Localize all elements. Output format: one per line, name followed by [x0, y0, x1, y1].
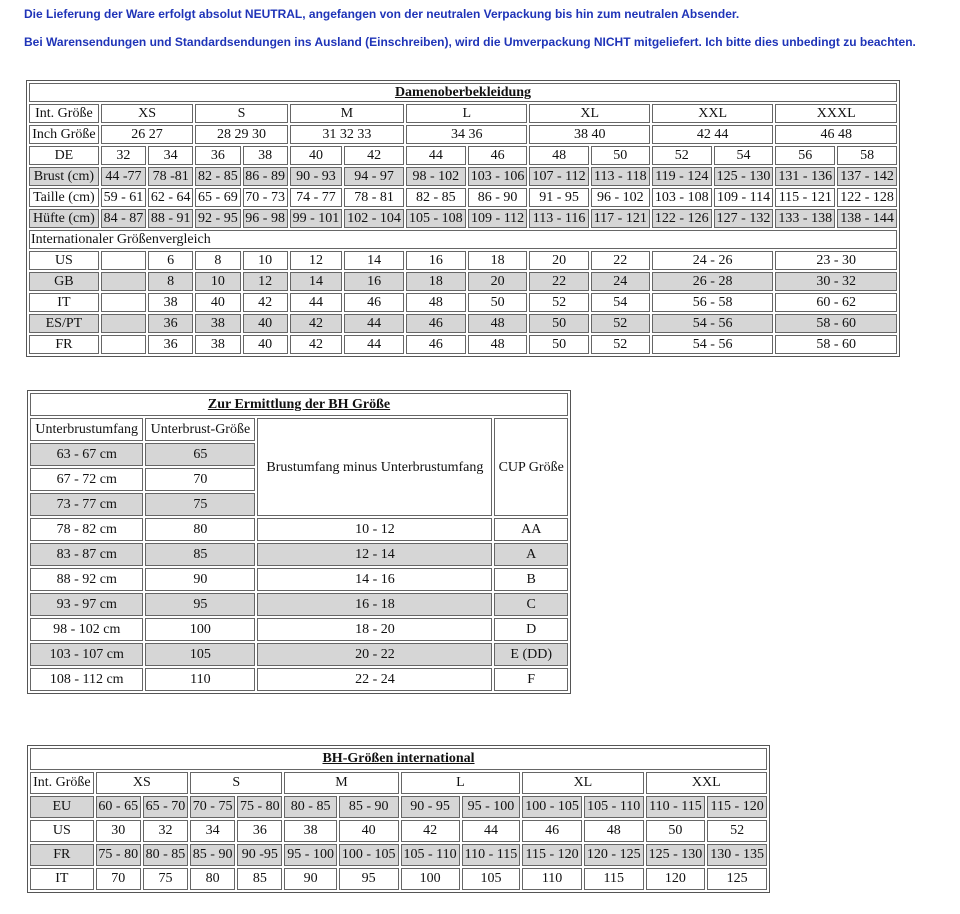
table-cell: 52: [529, 293, 588, 312]
vergleich-row: [29, 230, 897, 249]
table-cell: 50: [529, 335, 588, 354]
table-cell: 108 - 112 cm: [30, 668, 143, 691]
table-cell: 74 - 77: [290, 188, 343, 207]
table-cell: 44: [344, 314, 404, 333]
table-cell: 78 -81: [148, 167, 193, 186]
header-row: [30, 418, 568, 441]
table-cell: M: [290, 104, 404, 123]
table-cell: 105: [462, 868, 521, 890]
delivery-note: Die Lieferung der Ware erfolgt absolut NEUTRAL, angefangen von der neutralen Verpackung bis hin zum neutralen Absender.: [24, 7, 740, 21]
table-cell: 42: [290, 335, 343, 354]
table-cell: 110: [145, 668, 255, 691]
table-cell: 38: [148, 293, 193, 312]
table-cell: 12: [243, 272, 288, 291]
table-cell: 46: [522, 820, 582, 842]
row-label: FR: [30, 844, 94, 866]
table-cell: 94 - 97: [344, 167, 404, 186]
table-cell: 105 - 108: [406, 209, 466, 228]
table-cell: 100 - 105: [339, 844, 399, 866]
row-label: IT: [30, 868, 94, 890]
table-cell: 85: [145, 543, 255, 566]
table-cell: 30 - 32: [775, 272, 897, 291]
bh-groesse-table: [27, 390, 571, 694]
table-cell: 36: [148, 335, 193, 354]
table-row: [30, 668, 568, 691]
table-cell: 42: [401, 820, 460, 842]
table-cell: 65 - 69: [195, 188, 240, 207]
table-cell: 88 - 91: [148, 209, 193, 228]
table-cell: 75 - 80: [96, 844, 141, 866]
table-cell: 18 - 20: [257, 618, 492, 641]
int-size-row: [30, 772, 767, 794]
table-cell: 48: [468, 335, 528, 354]
table-row: [30, 643, 568, 666]
table-cell: L: [406, 104, 528, 123]
table-cell: 125: [707, 868, 767, 890]
table-cell: 83 - 87 cm: [30, 543, 143, 566]
table-cell: 54 - 56: [652, 335, 774, 354]
table-cell: [101, 335, 146, 354]
column-header: CUP Größe: [494, 418, 568, 516]
table-cell: 110 - 115: [462, 844, 521, 866]
table-cell: 137 - 142: [837, 167, 897, 186]
table-cell: 26 - 28: [652, 272, 774, 291]
table-cell: 38: [284, 820, 336, 842]
table-cell: 60 - 65: [96, 796, 141, 818]
row-label: DE: [29, 146, 99, 165]
table-cell: 54: [714, 146, 774, 165]
table-cell: 40: [339, 820, 399, 842]
table-cell: 115 - 121: [775, 188, 835, 207]
table-cell: 40: [290, 146, 343, 165]
table-row: [30, 796, 767, 818]
table-cell: 46: [406, 335, 466, 354]
table-cell: 10 - 12: [257, 518, 492, 541]
table-cell: 31 32 33: [290, 125, 404, 144]
table-cell: 122 - 126: [652, 209, 712, 228]
table-cell: 84 - 87: [101, 209, 146, 228]
table-cell: 90: [145, 568, 255, 591]
table-cell: 70 - 73: [243, 188, 288, 207]
table-cell: 42 44: [652, 125, 774, 144]
country-row: [29, 314, 897, 333]
table-cell: 70: [96, 868, 141, 890]
table-cell: 40: [243, 314, 288, 333]
table-cell: 32: [101, 146, 146, 165]
table-cell: 99 - 101: [290, 209, 343, 228]
table-cell: 14: [344, 251, 404, 270]
table-cell: 125 - 130: [714, 167, 774, 186]
table-cell: 18: [406, 272, 466, 291]
table-cell: 98 - 102 cm: [30, 618, 143, 641]
table-cell: 24 - 26: [652, 251, 774, 270]
column-header: Unterbrustumfang: [30, 418, 143, 441]
table-cell: F: [494, 668, 568, 691]
table-row: [30, 543, 568, 566]
taille-row: [29, 188, 897, 207]
table-cell: 22: [591, 251, 650, 270]
table-cell: 78 - 82 cm: [30, 518, 143, 541]
table-cell: 34: [148, 146, 193, 165]
table-cell: 117 - 121: [591, 209, 650, 228]
table-row: [30, 518, 568, 541]
table-cell: 52: [707, 820, 767, 842]
table-cell: 100: [401, 868, 460, 890]
table-cell: 86 - 90: [468, 188, 528, 207]
table-cell: 34 36: [406, 125, 528, 144]
table-cell: 73 - 77 cm: [30, 493, 143, 516]
table-cell: 120 - 125: [584, 844, 644, 866]
table-cell: A: [494, 543, 568, 566]
table-cell: [101, 314, 146, 333]
column-header: Brustumfang minus Unterbrustumfang: [257, 418, 492, 516]
table-cell: 86 - 89: [243, 167, 288, 186]
bh-international-table: [27, 745, 770, 893]
table-cell: 10: [195, 272, 240, 291]
table-cell: S: [190, 772, 282, 794]
row-label: US: [29, 251, 99, 270]
table-cell: D: [494, 618, 568, 641]
table-cell: 80 - 85: [284, 796, 336, 818]
table-row: [30, 618, 568, 641]
table-cell: 90 - 93: [290, 167, 343, 186]
table-cell: XS: [96, 772, 188, 794]
int-size-row: [29, 104, 897, 123]
table-row: [30, 820, 767, 842]
table-cell: 36: [237, 820, 282, 842]
table-cell: 38: [195, 314, 240, 333]
caption-row: [29, 83, 897, 102]
table-cell: 16 - 18: [257, 593, 492, 616]
table-cell: 100 - 105: [522, 796, 582, 818]
table-cell: 52: [652, 146, 712, 165]
table-cell: 40: [195, 293, 240, 312]
table-cell: 130 - 135: [707, 844, 767, 866]
table-cell: 38: [243, 146, 288, 165]
table-cell: 105 - 110: [401, 844, 460, 866]
table-cell: XXXL: [775, 104, 897, 123]
table-cell: 98 - 102: [406, 167, 466, 186]
table-cell: 115: [584, 868, 644, 890]
table-cell: 115 - 120: [707, 796, 767, 818]
table-cell: E (DD): [494, 643, 568, 666]
row-label: ES/PT: [29, 314, 99, 333]
table-cell: 30: [96, 820, 141, 842]
table-cell: 50: [646, 820, 706, 842]
table-cell: 34: [190, 820, 235, 842]
table-cell: 75: [143, 868, 188, 890]
table-cell: 44 -77: [101, 167, 146, 186]
row-label: US: [30, 820, 94, 842]
table-row: [30, 844, 767, 866]
table-cell: 100: [145, 618, 255, 641]
table-cell: 50: [529, 314, 588, 333]
de-size-row: [29, 146, 897, 165]
table-cell: AA: [494, 518, 568, 541]
table-cell: 110 - 115: [646, 796, 706, 818]
table-cell: 80: [190, 868, 235, 890]
table-cell: 38 40: [529, 125, 649, 144]
table-cell: 48: [406, 293, 466, 312]
caption-row: [30, 393, 568, 416]
table-cell: 90: [284, 868, 336, 890]
table-cell: M: [284, 772, 398, 794]
caption-row: [30, 748, 767, 770]
table-cell: 85: [237, 868, 282, 890]
table-cell: 8: [148, 272, 193, 291]
column-header: Unterbrust-Größe: [145, 418, 255, 441]
table-cell: XS: [101, 104, 193, 123]
table-row: [30, 868, 767, 890]
table-cell: [101, 293, 146, 312]
inch-size-row: [29, 125, 897, 144]
table-cell: 58: [837, 146, 897, 165]
table-cell: 82 - 85: [406, 188, 466, 207]
row-label: GB: [29, 272, 99, 291]
table-cell: 6: [148, 251, 193, 270]
table-cell: 102 - 104: [344, 209, 404, 228]
table-cell: 42: [344, 146, 404, 165]
row-label: Inch Größe: [29, 125, 99, 144]
table-cell: 127 - 132: [714, 209, 774, 228]
table-cell: L: [401, 772, 521, 794]
table-cell: 105 - 110: [584, 796, 644, 818]
table-cell: 44: [462, 820, 521, 842]
table-cell: 65: [145, 443, 255, 466]
table-row: [30, 568, 568, 591]
table-cell: 95 - 100: [462, 796, 521, 818]
row-label: EU: [30, 796, 94, 818]
table-cell: 22 - 24: [257, 668, 492, 691]
huefte-row: [29, 209, 897, 228]
country-row: [29, 272, 897, 291]
table-cell: 119 - 124: [652, 167, 712, 186]
table-cell: 48: [584, 820, 644, 842]
table-cell: 20: [468, 272, 528, 291]
table-caption: BH-Größen international: [30, 748, 767, 770]
table-cell: 131 - 136: [775, 167, 835, 186]
table-cell: 52: [591, 314, 650, 333]
damenoberbekleidung-table: [26, 80, 900, 357]
table-cell: 93 - 97 cm: [30, 593, 143, 616]
table-cell: 103 - 108: [652, 188, 712, 207]
table-cell: 24: [591, 272, 650, 291]
table-cell: 90 - 95: [401, 796, 460, 818]
country-row: [29, 251, 897, 270]
table-cell: 59 - 61: [101, 188, 146, 207]
table-cell: 67 - 72 cm: [30, 468, 143, 491]
table-cell: 95 - 100: [284, 844, 336, 866]
table-cell: 10: [243, 251, 288, 270]
table-cell: 60 - 62: [775, 293, 897, 312]
table-cell: 70 - 75: [190, 796, 235, 818]
row-label: FR: [29, 335, 99, 354]
table-cell: 63 - 67 cm: [30, 443, 143, 466]
table-cell: 85 - 90: [339, 796, 399, 818]
country-row: [29, 335, 897, 354]
row-label: Int. Größe: [30, 772, 94, 794]
table-cell: 32: [143, 820, 188, 842]
table-cell: 96 - 98: [243, 209, 288, 228]
table-cell: 46: [344, 293, 404, 312]
table-cell: 14: [290, 272, 343, 291]
table-cell: 40: [243, 335, 288, 354]
table-cell: 109 - 112: [468, 209, 528, 228]
table-cell: 88 - 92 cm: [30, 568, 143, 591]
table-cell: 92 - 95: [195, 209, 240, 228]
table-cell: [101, 272, 146, 291]
table-row: [30, 593, 568, 616]
table-cell: 115 - 120: [522, 844, 582, 866]
table-cell: 23 - 30: [775, 251, 897, 270]
table-cell: 82 - 85: [195, 167, 240, 186]
table-cell: 44: [406, 146, 466, 165]
table-cell: 46 48: [775, 125, 897, 144]
table-cell: 14 - 16: [257, 568, 492, 591]
table-cell: 122 - 128: [837, 188, 897, 207]
table-cell: 20 - 22: [257, 643, 492, 666]
shipping-note: Bei Warensendungen und Standardsendungen ins Ausland (Einschreiben), wird die Umverpackung NICHT mitgeliefert. Ich bitte dies unbedingt zu beachten.: [24, 35, 916, 49]
table-cell: B: [494, 568, 568, 591]
table-cell: 48: [529, 146, 588, 165]
table-cell: 22: [529, 272, 588, 291]
table-cell: 18: [468, 251, 528, 270]
table-cell: 90 -95: [237, 844, 282, 866]
table-cell: 110: [522, 868, 582, 890]
table-cell: 46: [468, 146, 528, 165]
table-cell: 50: [468, 293, 528, 312]
table-cell: 113 - 118: [591, 167, 650, 186]
table-caption: Damenoberbekleidung: [29, 83, 897, 102]
section-label: Internationaler Größenvergleich: [29, 230, 897, 249]
table-cell: 133 - 138: [775, 209, 835, 228]
table-cell: 58 - 60: [775, 314, 897, 333]
table-cell: 125 - 130: [646, 844, 706, 866]
table-cell: 62 - 64: [148, 188, 193, 207]
table-cell: 42: [243, 293, 288, 312]
table-cell: 56: [775, 146, 835, 165]
table-cell: 120: [646, 868, 706, 890]
table-cell: 42: [290, 314, 343, 333]
table-cell: 16: [406, 251, 466, 270]
table-cell: 75 - 80: [237, 796, 282, 818]
table-caption: Zur Ermittlung der BH Größe: [30, 393, 568, 416]
table-cell: 44: [344, 335, 404, 354]
table-cell: 16: [344, 272, 404, 291]
table-cell: 12: [290, 251, 343, 270]
table-cell: 58 - 60: [775, 335, 897, 354]
table-cell: 91 - 95: [529, 188, 588, 207]
table-cell: 50: [591, 146, 650, 165]
table-cell: 113 - 116: [529, 209, 588, 228]
table-cell: 54: [591, 293, 650, 312]
table-cell: 75: [145, 493, 255, 516]
table-cell: 54 - 56: [652, 314, 774, 333]
table-cell: 107 - 112: [529, 167, 588, 186]
row-label: Int. Größe: [29, 104, 99, 123]
table-cell: XL: [529, 104, 649, 123]
table-cell: 46: [406, 314, 466, 333]
table-cell: 36: [195, 146, 240, 165]
table-cell: 65 - 70: [143, 796, 188, 818]
table-cell: C: [494, 593, 568, 616]
table-cell: 20: [529, 251, 588, 270]
row-label: Hüfte (cm): [29, 209, 99, 228]
table-cell: 85 - 90: [190, 844, 235, 866]
table-cell: 138 - 144: [837, 209, 897, 228]
table-cell: 70: [145, 468, 255, 491]
country-row: [29, 293, 897, 312]
table-cell: 96 - 102: [591, 188, 650, 207]
table-cell: 44: [290, 293, 343, 312]
table-cell: 48: [468, 314, 528, 333]
table-cell: 95: [145, 593, 255, 616]
row-label: IT: [29, 293, 99, 312]
table-cell: 36: [148, 314, 193, 333]
table-cell: 103 - 107 cm: [30, 643, 143, 666]
brust-row: [29, 167, 897, 186]
table-cell: [101, 251, 146, 270]
table-cell: XXL: [646, 772, 767, 794]
table-cell: 56 - 58: [652, 293, 774, 312]
row-label: Brust (cm): [29, 167, 99, 186]
table-cell: 105: [145, 643, 255, 666]
table-cell: 8: [195, 251, 240, 270]
table-cell: 95: [339, 868, 399, 890]
row-label: Taille (cm): [29, 188, 99, 207]
table-cell: 28 29 30: [195, 125, 287, 144]
table-cell: S: [195, 104, 287, 123]
table-cell: 80 - 85: [143, 844, 188, 866]
table-cell: 103 - 106: [468, 167, 528, 186]
table-cell: 12 - 14: [257, 543, 492, 566]
table-cell: 80: [145, 518, 255, 541]
table-cell: 26 27: [101, 125, 193, 144]
table-cell: 109 - 114: [714, 188, 774, 207]
table-cell: 78 - 81: [344, 188, 404, 207]
table-cell: 52: [591, 335, 650, 354]
table-cell: XL: [522, 772, 643, 794]
table-cell: XXL: [652, 104, 774, 123]
table-cell: 38: [195, 335, 240, 354]
